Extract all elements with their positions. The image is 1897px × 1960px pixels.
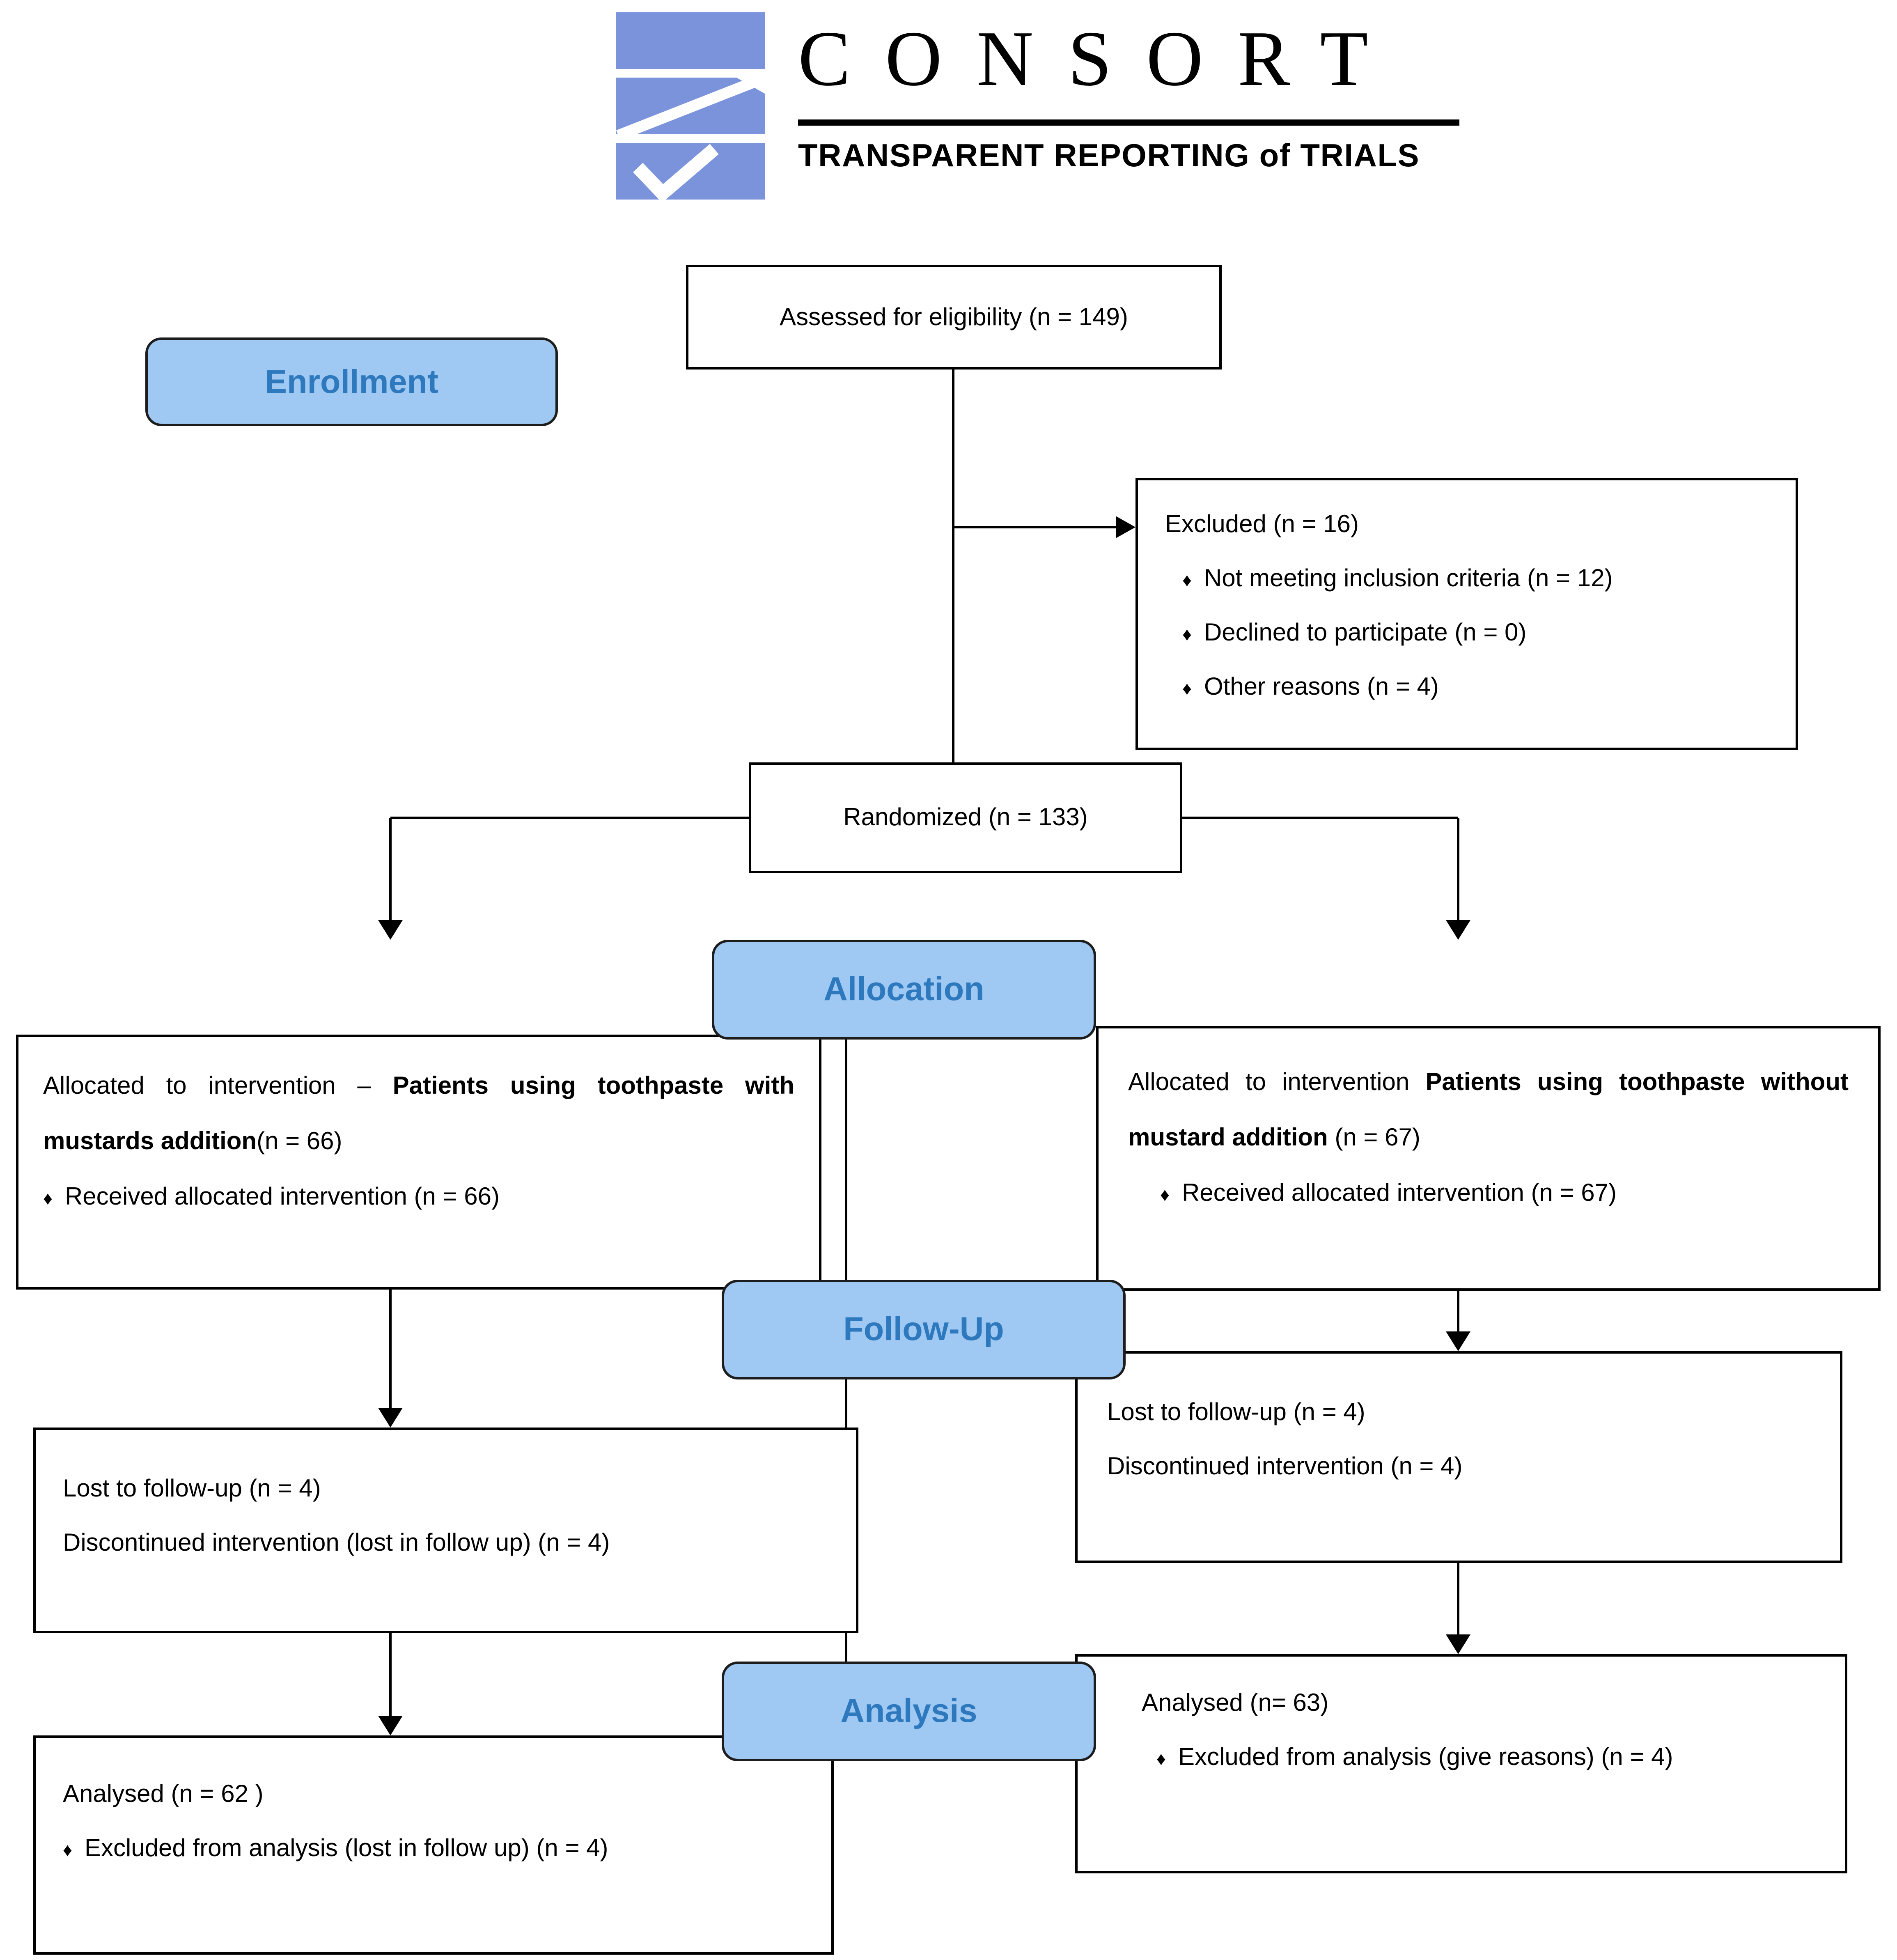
arrowhead-down-left-allocation [378,920,403,940]
diamond-bullet-icon: ♦ [1156,1749,1166,1770]
excluded-item [1182,552,1769,606]
analysis-left-box [33,1735,834,1955]
randomized-box [749,762,1182,873]
logo-subtitle: TRANSPARENT REPORTING of TRIALS [798,136,1420,174]
stage-label-analysis [722,1662,1096,1761]
consort-logo-icon [616,12,776,207]
arrowhead-down-right-followup [1446,1331,1470,1351]
allocation-right-bullet [1160,1166,1849,1221]
consort-logo [798,2,1463,174]
allocation-left-box [16,1035,821,1290]
excluded-item [1182,660,1769,714]
allocation-right-text [1128,1056,1849,1166]
enrollment-label-text: Enrollment [264,363,438,400]
analysis-right-bullet [1156,1730,1815,1785]
allocation-left-prefix: Allocated to intervention – [43,1073,393,1100]
stage-label-allocation [712,940,1096,1040]
diamond-bullet-icon: ♦ [1182,570,1192,591]
allocation-left-bullet [43,1170,794,1224]
assessed-text: Assessed for eligibility (n = 149) [780,303,1128,331]
randomized-text: Randomized (n = 133) [843,804,1088,831]
followup-right-box [1075,1351,1842,1563]
logo-divider [798,119,1459,125]
assessed-box [686,265,1222,370]
diamond-bullet-icon: ♦ [1182,679,1192,700]
allocation-label-text: Allocation [823,971,984,1008]
diamond-bullet-icon: ♦ [1160,1185,1170,1206]
diamond-bullet-icon: ♦ [43,1189,53,1210]
arrowhead-down-left-analysis [378,1716,403,1735]
excluded-box [1135,478,1798,750]
excluded-title: Excluded (n = 16) [1165,511,1359,538]
allocation-left-text [43,1059,794,1170]
followup-left-line2: Discontinued intervention (lost in follow up) (n = 4) [63,1530,610,1557]
allocation-left-suffix: (n = 66) [257,1128,342,1155]
allocation-right-prefix: Allocated to intervention [1128,1069,1426,1096]
allocation-left-bullet-text: Received allocated intervention (n = 66) [64,1184,500,1211]
arrowhead-down-left-followup [378,1408,403,1428]
analysis-right-bullet-text: Excluded from analysis (give reasons) (n = 4) [1178,1744,1673,1771]
followup-left-box [33,1428,858,1633]
analysis-right-box [1075,1654,1847,1873]
arrowhead-down-right-allocation [1446,920,1470,940]
allocation-right-box [1096,1026,1881,1291]
diamond-bullet-icon: ♦ [1182,624,1192,645]
excluded-item [1182,606,1769,660]
analysis-right-title: Analysed (n= 63) [1142,1690,1329,1717]
followup-label-text: Follow-Up [843,1310,1004,1347]
logo-title: CONSORT [798,15,1403,102]
stage-label-enrollment [145,337,558,426]
excluded-item-text: Declined to participate (n = 0) [1204,620,1527,647]
analysis-left-title: Analysed (n = 62 ) [63,1781,264,1808]
followup-left-line1: Lost to follow-up (n = 4) [63,1476,321,1503]
stage-label-followup [722,1280,1126,1379]
allocation-right-bold: Patients using toothpaste without mustard addition [1128,1069,1849,1152]
excluded-item-text: Not meeting inclusion criteria (n = 12) [1204,565,1613,592]
allocation-right-suffix: (n = 67) [1328,1125,1420,1152]
arrowhead-down-right-analysis [1446,1634,1470,1654]
followup-right-line1: Lost to follow-up (n = 4) [1107,1399,1365,1426]
allocation-right-bullet-text: Received allocated intervention (n = 67) [1181,1180,1617,1207]
followup-right-line2: Discontinued intervention (n = 4) [1107,1453,1463,1480]
analysis-left-bullet [63,1822,804,1876]
diamond-bullet-icon: ♦ [63,1840,72,1861]
excluded-item-text: Other reasons (n = 4) [1204,674,1439,701]
allocation-left-bold: Patients using toothpaste with mustards addition [43,1073,795,1155]
arrowhead-right-excluded [1116,516,1135,538]
analysis-left-bullet-text: Excluded from analysis (lost in follow up) (n = 4) [84,1835,608,1862]
analysis-label-text: Analysis [840,1692,977,1729]
